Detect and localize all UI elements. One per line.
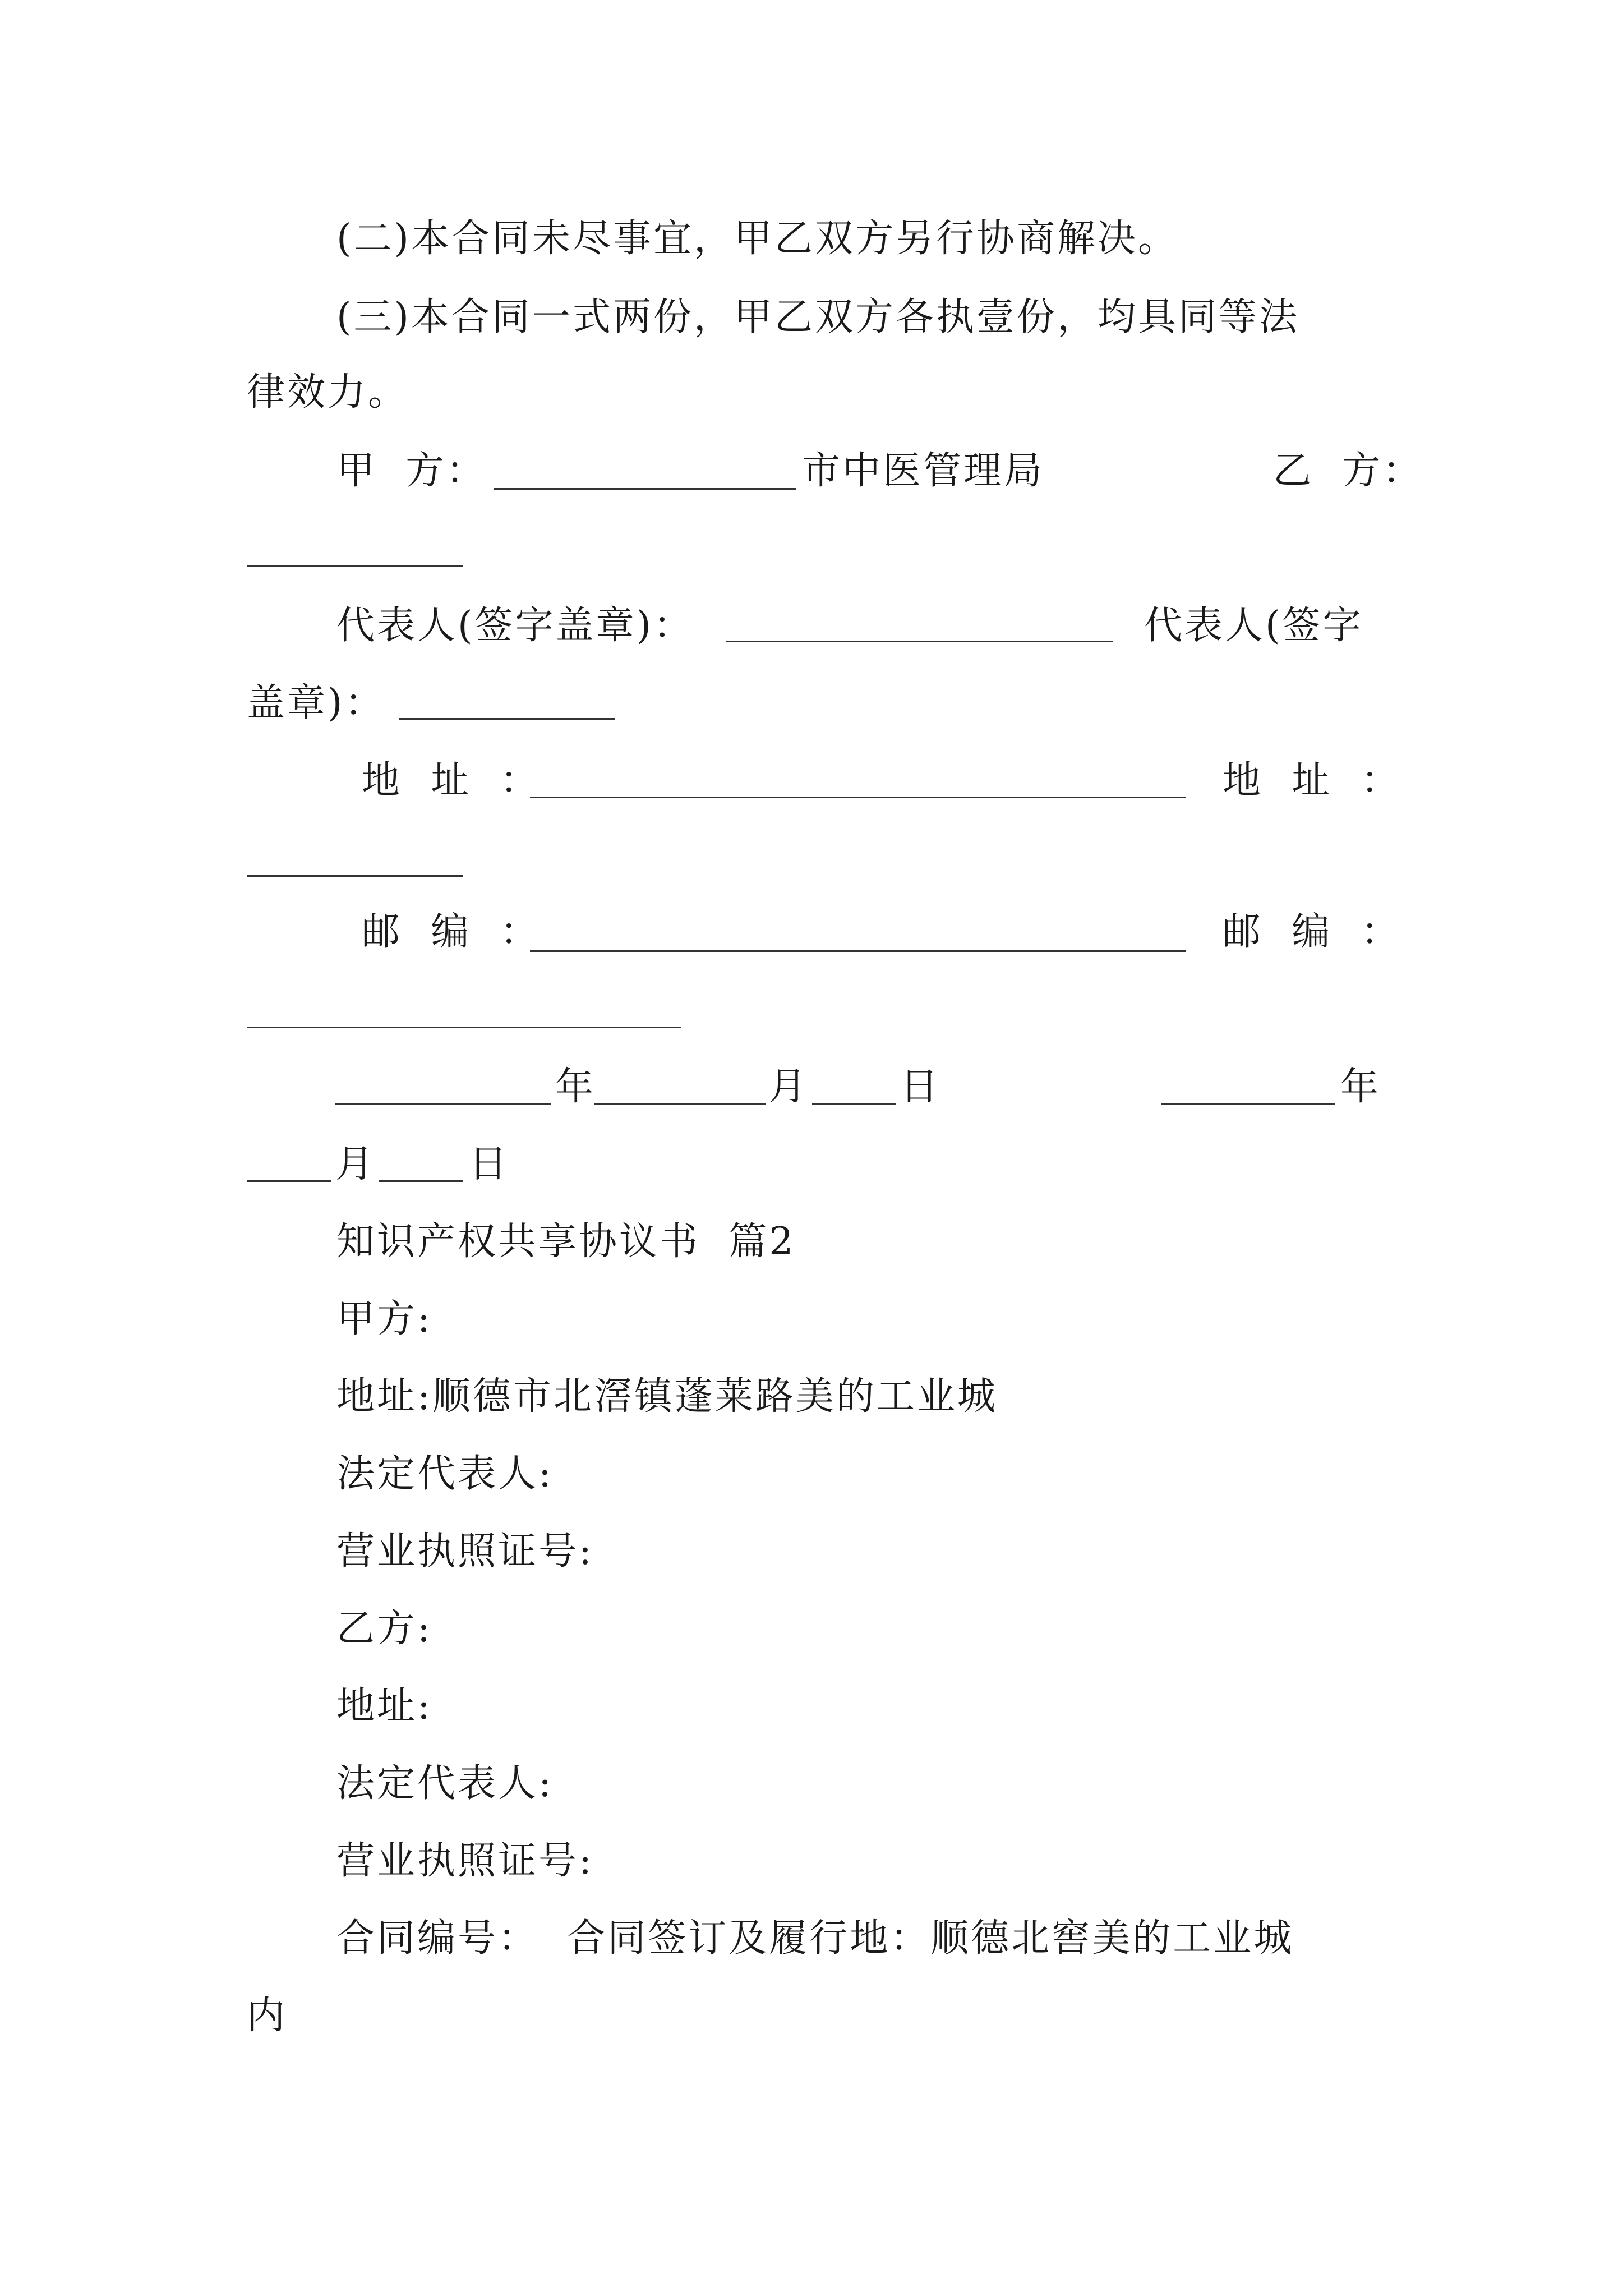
clause-2: (二)本合同未尽事宜，甲乙双方另行协商解决。 — [336, 217, 1179, 261]
month-a-blank — [594, 1103, 766, 1105]
rep-b-label: 代表人(签字 — [1144, 604, 1363, 648]
party-a-blank — [494, 488, 796, 490]
party-b-label: 乙 方： — [1273, 449, 1423, 493]
zip-b-label: 邮 编 ： — [1223, 910, 1401, 954]
rep-b-cont: 盖章)： — [247, 681, 385, 725]
addr-a-label: 地 址 ： — [362, 758, 541, 803]
party-a-address: 地址:顺德市北滘镇蓬莱路美的工业城 — [336, 1374, 998, 1419]
clause-3-cont: 律效力。 — [247, 370, 409, 415]
party-b-address: 地址: — [336, 1684, 432, 1728]
day-a-label: 日 — [900, 1065, 941, 1109]
party-a-label: 甲 方： — [336, 449, 487, 493]
party-a-line: 甲方: — [336, 1297, 432, 1341]
party-b-legal-rep: 法定代表人: — [336, 1761, 554, 1806]
rep-b-blank — [399, 718, 615, 720]
year-b-label: 年 — [1340, 1065, 1381, 1109]
day-b-label: 日 — [469, 1142, 510, 1186]
day-b-blank — [379, 1180, 463, 1182]
contract-number-line: 合同编号： 合同签订及履行地：顺德北窖美的工业城 — [336, 1916, 1294, 1961]
clause-3: (三)本合同一式两份，甲乙双方各执壹份，均具同等法 — [336, 295, 1300, 339]
year-b-blank — [1161, 1103, 1335, 1105]
rep-a-blank — [726, 641, 1113, 642]
month-b-blank — [247, 1180, 331, 1182]
addr-b-label: 地 址 ： — [1223, 758, 1401, 803]
year-a-blank — [335, 1103, 551, 1105]
zip-a-blank — [530, 950, 1186, 952]
addr-b-blank — [247, 875, 463, 877]
party-a-license: 营业执照证号: — [336, 1529, 594, 1573]
zip-a-label: 邮 编 ： — [362, 910, 541, 954]
month-b-label: 月 — [335, 1142, 376, 1186]
rep-a-label: 代表人(签字盖章)： — [336, 604, 694, 648]
day-a-blank — [812, 1103, 896, 1105]
month-a-label: 月 — [768, 1065, 809, 1109]
year-a-label: 年 — [555, 1065, 596, 1109]
party-b-blank — [247, 565, 463, 567]
zip-b-blank — [247, 1027, 681, 1028]
section-heading: 知识产权共享协议书 篇2 — [336, 1220, 796, 1264]
contract-number-cont: 内 — [247, 1994, 288, 2038]
party-a-name: 市中医管理局 — [802, 449, 1045, 493]
addr-a-blank — [530, 797, 1186, 798]
party-b-line: 乙方: — [336, 1607, 432, 1651]
party-b-license: 营业执照证号: — [336, 1839, 594, 1883]
party-a-legal-rep: 法定代表人: — [336, 1452, 554, 1496]
